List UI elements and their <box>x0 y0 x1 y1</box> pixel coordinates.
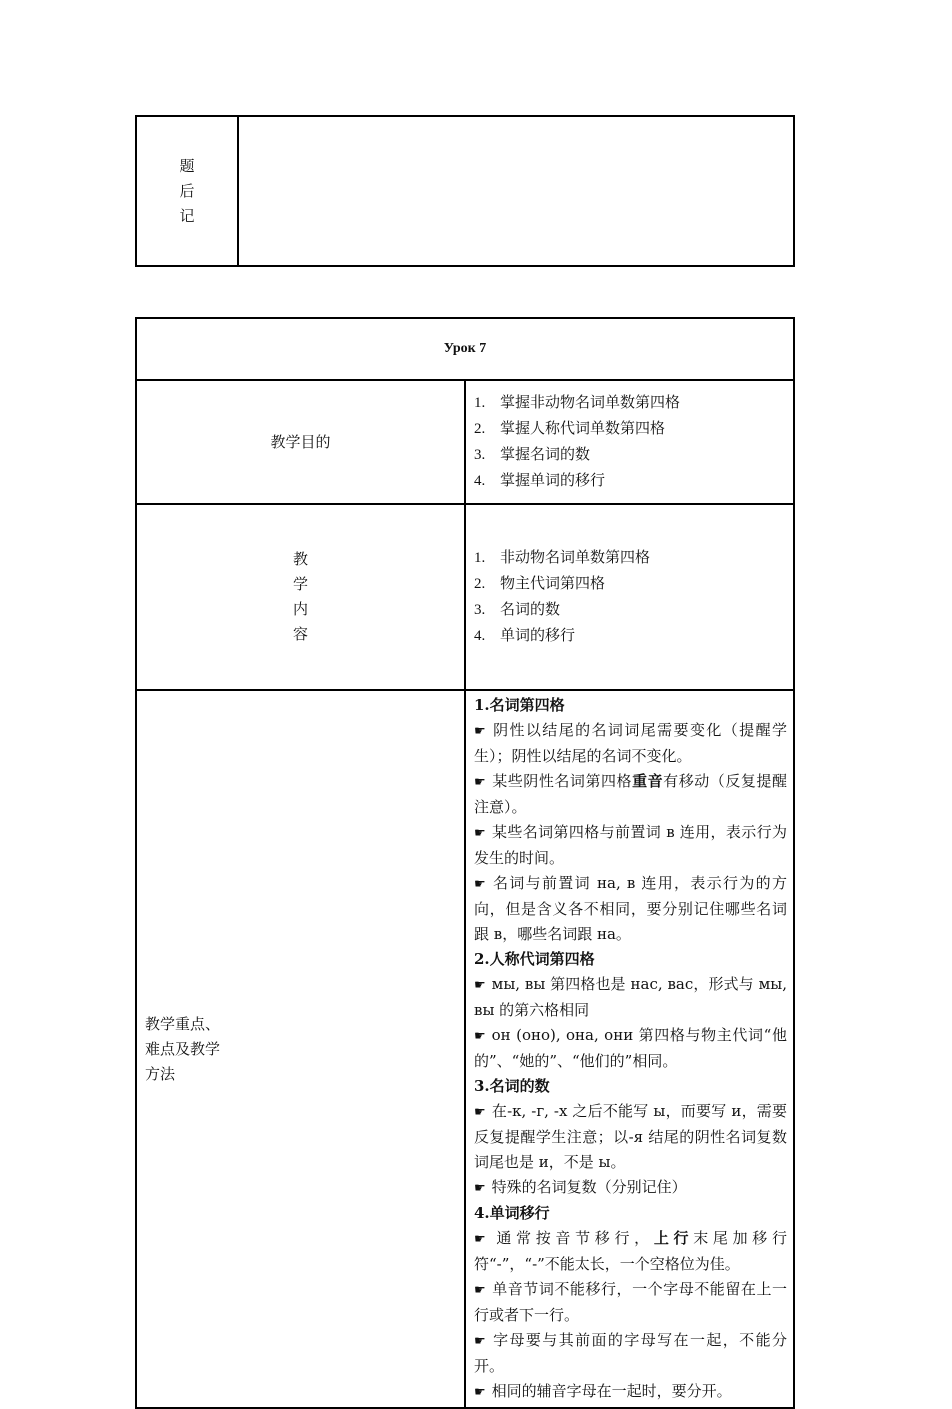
list-item: 4. 掌握单词的移行 <box>474 471 606 489</box>
methods-label-line: 方法 <box>145 1064 176 1083</box>
objectives-label: 教学目的 <box>136 380 465 504</box>
pointing-hand-icon: ☛ <box>474 1232 486 1247</box>
postscript-table <box>135 115 795 267</box>
postscript-label <box>136 116 238 266</box>
bullet-item: ☛ 字母要与其前面的字母写在一起，不能分开。 <box>474 1331 787 1375</box>
pointing-hand-icon: ☛ <box>474 775 486 790</box>
content-label-char: 教 <box>292 550 308 568</box>
bullet-item: ☛ 名词与前置词 на, в 连用，表示行为的方向，但是含义各不相同，要分别记住哪些名词跟 в，哪些名词跟 на。 <box>474 874 787 943</box>
postscript-label-char: 后 <box>179 181 195 200</box>
bullet-item: ☛ 相同的辅音字母在一起时，要分开。 <box>474 1382 732 1400</box>
bullet-item: ☛ 单音节词不能移行，一个字母不能留在上一行或者下一行。 <box>474 1280 787 1324</box>
methods-cell <box>465 690 794 1408</box>
lesson-table <box>135 317 795 1409</box>
pointing-hand-icon: ☛ <box>474 826 486 841</box>
list-item: 4. 单词的移行 <box>474 626 576 644</box>
content-cell <box>465 504 794 690</box>
postscript-label-char: 记 <box>179 206 195 225</box>
pointing-hand-icon: ☛ <box>474 1029 486 1044</box>
list-item: 3. 掌握名词的数 <box>474 445 591 463</box>
content-label-char: 容 <box>292 625 308 643</box>
section-heading: 4.单词移行 <box>474 1204 550 1222</box>
section-heading: 1.名词第四格 <box>474 696 565 714</box>
pointing-hand-icon: ☛ <box>474 724 486 739</box>
section-heading: 3.名词的数 <box>474 1077 550 1095</box>
bullet-item: ☛ 某些名词第四格与前置词 в 连用，表示行为发生的时间。 <box>474 823 787 867</box>
list-item: 3. 名词的数 <box>474 600 561 618</box>
section-heading: 2.人称代词第四格 <box>474 950 595 968</box>
pointing-hand-icon: ☛ <box>474 1105 486 1120</box>
bullet-item: ☛ 特殊的名词复数（分别记住） <box>474 1178 687 1196</box>
objectives-list <box>466 390 793 494</box>
pointing-hand-icon: ☛ <box>474 1181 486 1196</box>
content-list <box>466 545 793 649</box>
bullet-item: ☛ 通常按音节移行，上行末尾加移行符“-”，“-”不能太长，一个空格位为佳。 <box>474 1229 787 1273</box>
bullet-item: ☛ 在-к, -г, -х 之后不能写 ы，而要写 и，需要反复提醒学生注意；以-я 结尾的阴性名词复数词尾也是 и，不是 ы。 <box>474 1102 787 1171</box>
methods-label-line: 难点及教学 <box>145 1039 221 1058</box>
pointing-hand-icon: ☛ <box>474 1283 486 1298</box>
list-item: 2. 物主代词第四格 <box>474 574 606 592</box>
bullet-item: ☛ он (оно), она, они 第四格与物主代词“他的”、“她的”、“他们的”相同。 <box>474 1026 787 1070</box>
content-label-char: 学 <box>292 575 308 593</box>
methods-label-line: 教学重点、 <box>145 1014 221 1033</box>
list-item: 2. 掌握人称代词单数第四格 <box>474 419 666 437</box>
postscript-content <box>238 116 794 266</box>
objectives-cell <box>465 380 794 504</box>
pointing-hand-icon: ☛ <box>474 1385 486 1400</box>
content-label-char: 内 <box>292 600 308 618</box>
methods-label <box>136 690 465 1408</box>
bullet-item: ☛ мы, вы 第四格也是 нас, вас，形式与 мы, вы 的第六格相同 <box>474 975 787 1019</box>
postscript-label-char: 题 <box>179 156 195 175</box>
list-item: 1. 非动物名词单数第四格 <box>474 548 651 566</box>
bullet-item: ☛ 阴性以结尾的名词词尾需要变化（提醒学生）；阴性以结尾的名词不变化。 <box>474 721 787 765</box>
pointing-hand-icon: ☛ <box>474 978 486 993</box>
pointing-hand-icon: ☛ <box>474 1334 486 1349</box>
content-label <box>136 504 465 690</box>
pointing-hand-icon: ☛ <box>474 877 486 892</box>
lesson-title: Урок 7 <box>136 318 794 380</box>
list-item: 1. 掌握非动物名词单数第四格 <box>474 393 681 411</box>
bullet-item: ☛ 某些阴性名词第四格重音有移动（反复提醒注意）。 <box>474 772 787 816</box>
